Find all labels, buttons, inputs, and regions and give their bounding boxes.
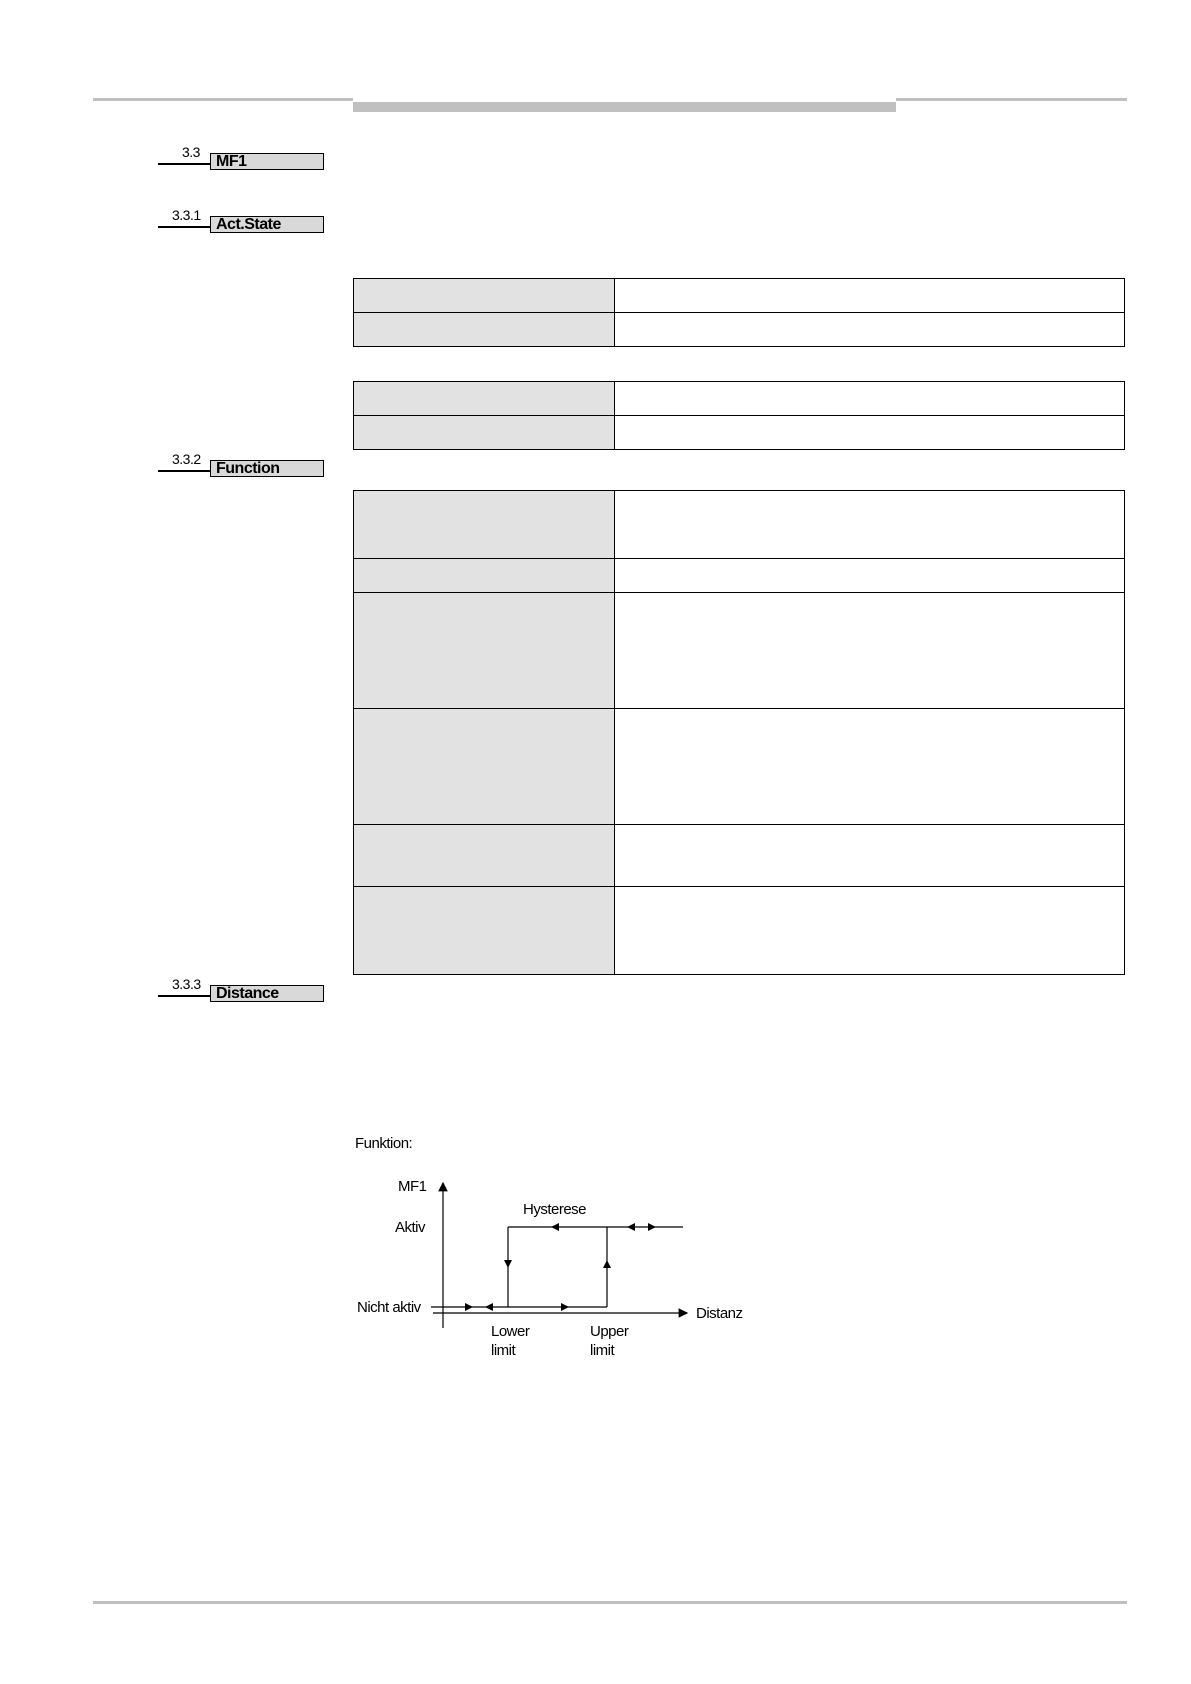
header-rule-center (353, 102, 896, 112)
arrow-right-icon (561, 1303, 569, 1311)
arrow-left-icon (551, 1223, 559, 1231)
arrow-up-icon (603, 1260, 611, 1268)
section-number: 3.3 (182, 144, 200, 160)
hysteresis-label: Hysterese (523, 1201, 587, 1218)
section-rule (158, 995, 212, 997)
table-row (354, 709, 1125, 825)
section-number: 3.3.2 (172, 451, 201, 467)
diagram-heading: Funktion: (355, 1135, 413, 1152)
section-heading-act-state (155, 207, 327, 233)
section-rule (158, 163, 212, 165)
section-heading-distance (155, 976, 327, 1002)
table-value-cell (615, 416, 1125, 450)
upper-limit-label-line2: limit (590, 1342, 615, 1359)
table-row (354, 825, 1125, 887)
table-row (354, 416, 1125, 450)
header-rule-right (896, 98, 1127, 101)
table-value-cell (615, 279, 1125, 313)
table-key-cell (354, 382, 615, 416)
section-rule (158, 470, 212, 472)
table-row (354, 593, 1125, 709)
table-value-cell (615, 313, 1125, 347)
section-heading-mf1 (155, 144, 327, 170)
table-key-cell (354, 416, 615, 450)
section-rule (158, 226, 212, 228)
y-axis-label: MF1 (398, 1178, 427, 1195)
header-rule-left (93, 98, 353, 101)
table-value-cell (615, 593, 1125, 709)
section-title: Act.State (210, 216, 324, 233)
arrow-left-icon (485, 1303, 493, 1311)
table-key-cell (354, 709, 615, 825)
table-value-cell (615, 825, 1125, 887)
table-value-cell (615, 382, 1125, 416)
table-row (354, 313, 1125, 347)
table-value-cell (615, 887, 1125, 975)
act-state-table-1 (353, 278, 1125, 347)
arrow-right-icon (465, 1303, 473, 1311)
table-row (354, 491, 1125, 559)
table-row (354, 279, 1125, 313)
table-key-cell (354, 491, 615, 559)
arrow-down-icon (504, 1260, 512, 1268)
table-row (354, 382, 1125, 416)
table-key-cell (354, 559, 615, 593)
footer-rule (93, 1601, 1127, 1604)
section-heading-function (155, 451, 327, 477)
table-key-cell (354, 593, 615, 709)
table-key-cell (354, 313, 615, 347)
x-axis-label: Distanz (696, 1305, 743, 1322)
table-key-cell (354, 825, 615, 887)
hysteresis-diagram (353, 1130, 773, 1370)
table-key-cell (354, 279, 615, 313)
section-title: Distance (210, 985, 324, 1002)
level-active-label: Aktiv (395, 1219, 426, 1236)
table-row (354, 887, 1125, 975)
upper-limit-label-line1: Upper (590, 1323, 629, 1340)
table-value-cell (615, 491, 1125, 559)
lower-limit-label-line1: Lower (491, 1323, 530, 1340)
table-row (354, 559, 1125, 593)
level-inactive-label: Nicht aktiv (357, 1299, 421, 1316)
arrow-left-icon (627, 1223, 635, 1231)
table-key-cell (354, 887, 615, 975)
section-title: MF1 (210, 153, 324, 170)
table-value-cell (615, 559, 1125, 593)
section-number: 3.3.3 (172, 976, 201, 992)
table-value-cell (615, 709, 1125, 825)
act-state-table-2 (353, 381, 1125, 450)
section-number: 3.3.1 (172, 207, 201, 223)
section-title: Function (210, 460, 324, 477)
function-table (353, 490, 1125, 975)
arrow-right-icon (648, 1223, 656, 1231)
lower-limit-label-line2: limit (491, 1342, 516, 1359)
